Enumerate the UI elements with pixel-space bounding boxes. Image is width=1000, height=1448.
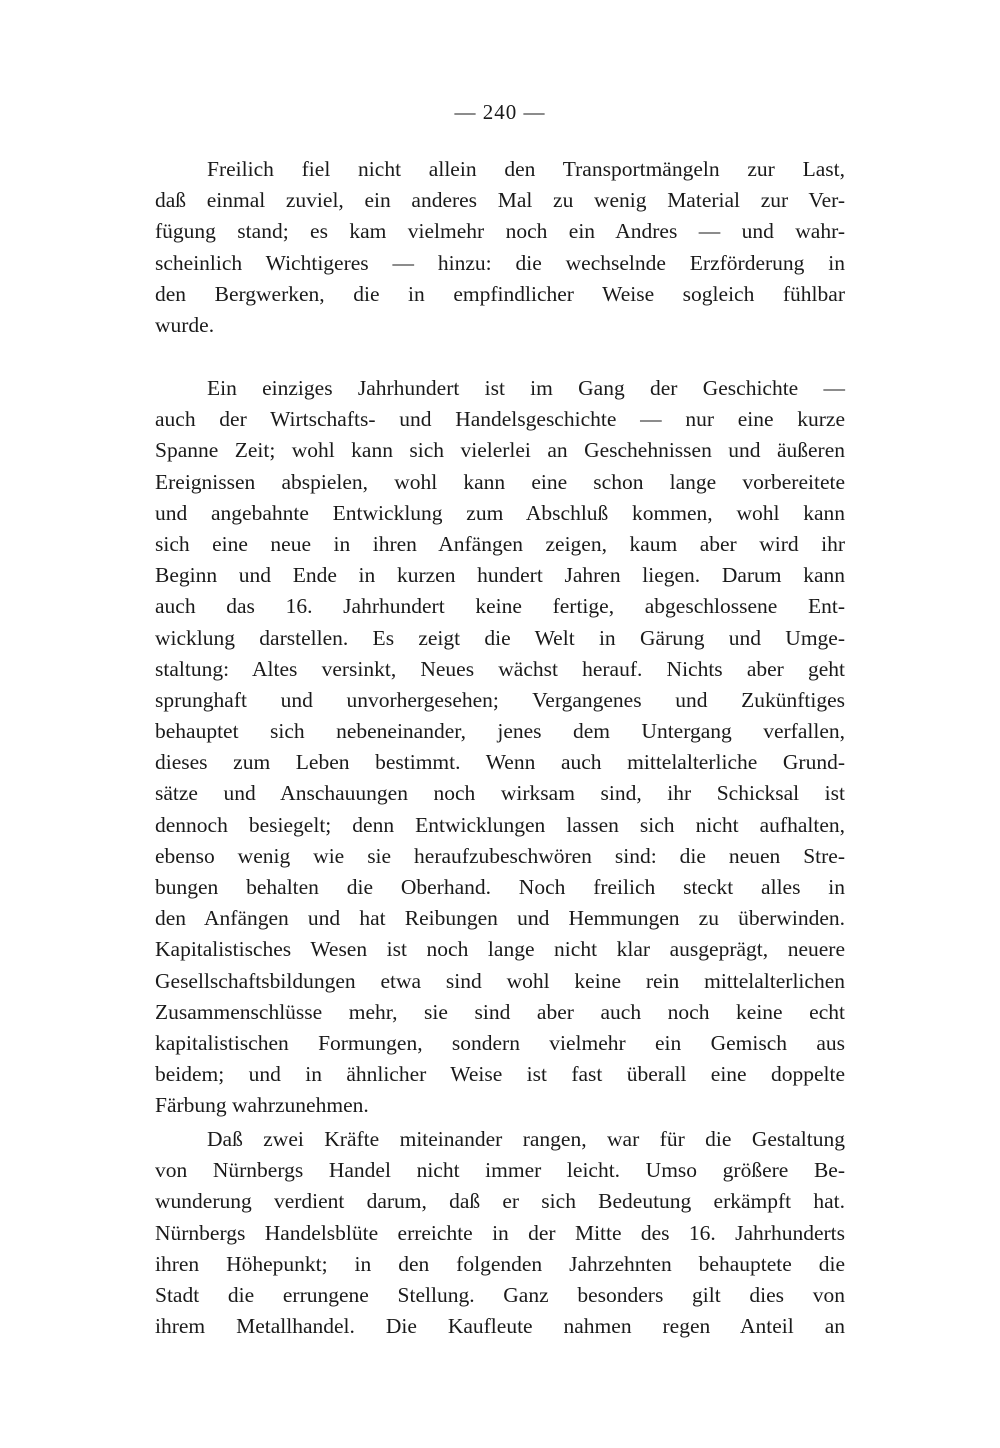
text-line: Daß zwei Kräfte miteinander rangen, war für die Gestaltung: [207, 1127, 845, 1151]
text-line: Nürnbergs Handelsblüte erreichte in der Mitte des 16. Jahrhunderts: [155, 1220, 845, 1245]
text-line: Freilich fiel nicht allein den Transportmängeln zur Last,: [207, 157, 845, 181]
text-line: scheinlich Wichtigeres — hinzu: die wechselnde Erzförderung in: [155, 250, 845, 275]
text-line: ebenso wenig wie sie heraufzubeschwören sind: die neuen Stre-: [155, 843, 845, 868]
text-line: den Bergwerken, die in empfindlicher Weise sogleich fühlbar: [155, 281, 845, 306]
paragraph-3: [155, 1124, 845, 1342]
text-line: kapitalistischen Formungen, sondern vielmehr ein Gemisch aus: [155, 1030, 845, 1055]
text-line: beidem; und in ähnlicher Weise ist fast überall eine doppelte: [155, 1062, 845, 1087]
text-line: Beginn und Ende in kurzen hundert Jahren liegen. Darum kann: [155, 563, 845, 588]
text-line: bungen behalten die Oberhand. Noch freilich steckt alles in: [155, 875, 845, 899]
text-line: ihren Höhepunkt; in den folgenden Jahrzehnten behauptete die: [155, 1251, 845, 1276]
page-number: — 240 —: [454, 100, 546, 124]
text-line: fügung stand; es kam vielmehr noch ein Andres — und wahr-: [155, 219, 845, 244]
text-line: Gesellschaftsbildungen etwa sind wohl keine rein mittelalterlichen: [155, 968, 845, 993]
text-line: von Nürnbergs Handel nicht immer leicht. Umso größere Be-: [155, 1158, 845, 1183]
text-line: den Anfängen und hat Reibungen und Hemmungen zu überwinden.: [155, 906, 845, 931]
text-line: sprunghaft und unvorhergesehen; Vergangenes und Zukünftiges: [155, 687, 845, 712]
text-line: und angebahnte Entwicklung zum Abschluß kommen, wohl kann: [155, 500, 845, 525]
paragraph-1: [155, 154, 845, 341]
text-line: auch der Wirtschafts- und Handelsgeschichte — nur eine kurze: [155, 407, 845, 432]
text-line: auch das 16. Jahrhundert keine fertige, abgeschlossene Ent-: [155, 594, 845, 619]
text-line: Spanne Zeit; wohl kann sich vielerlei an Geschehnissen und äußeren: [155, 438, 845, 463]
text-line: dieses zum Leben bestimmt. Wenn auch mittelalterliche Grund-: [155, 750, 845, 775]
text-line: Kapitalistisches Wesen ist noch lange nicht klar ausgeprägt, neuere: [155, 937, 845, 962]
text-line: wurde.: [155, 312, 215, 337]
text-line: Zusammenschlüsse mehr, sie sind aber auch noch keine echt: [155, 999, 845, 1024]
text-line: sich eine neue in ihren Anfängen zeigen, kaum aber wird ihr: [155, 531, 845, 556]
text-line: wunderung verdient darum, daß er sich Bedeutung erkämpft hat.: [155, 1189, 845, 1214]
paragraph-2: [155, 373, 845, 1122]
text-line: daß einmal zuviel, ein anderes Mal zu wenig Material zur Ver-: [155, 188, 845, 213]
text-line: dennoch besiegelt; denn Entwicklungen lassen sich nicht aufhalten,: [155, 812, 845, 837]
text-line: Färbung wahrzunehmen.: [155, 1093, 369, 1118]
text-line: sätze und Anschauungen noch wirksam sind, ihr Schicksal ist: [155, 781, 845, 806]
text-line: wicklung darstellen. Es zeigt die Welt in Gärung und Umge-: [155, 625, 845, 650]
text-line: behauptet sich nebeneinander, jenes dem Untergang verfallen,: [155, 719, 845, 744]
text-line: Stadt die errungene Stellung. Ganz besonders gilt dies von: [155, 1282, 845, 1307]
text-line: ihrem Metallhandel. Die Kaufleute nahmen regen Anteil an: [155, 1314, 845, 1339]
text-line: Ereignissen abspielen, wohl kann eine schon lange vorbereitete: [155, 469, 845, 494]
text-line: Ein einziges Jahrhundert ist im Gang der Geschichte —: [207, 376, 845, 400]
text-line: staltung: Altes versinkt, Neues wächst herauf. Nichts aber geht: [155, 656, 845, 681]
